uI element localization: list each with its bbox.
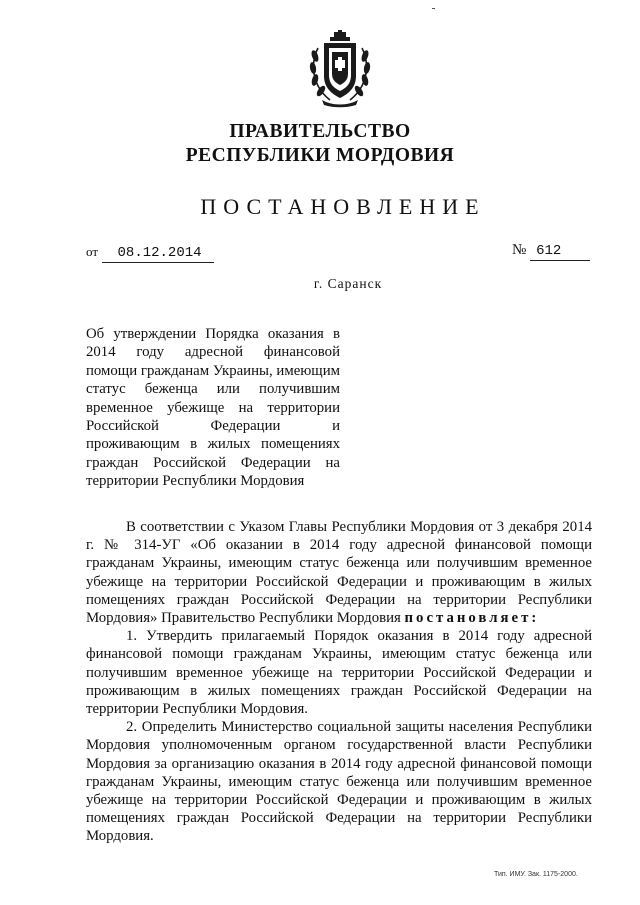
document-subject: Об утверждении Порядка оказания в 2014 году адресной финансовой помощи гражданам Украины, имеющим статус беженца или получившим временное убежище на территории Российской Федерации и проживающим в жилых помещениях граждан Российской Федерации на территории Республики Мордовия [86, 326, 340, 490]
document-type-title: ПОСТАНОВЛЕНИЕ [200, 194, 486, 219]
scan-mark [432, 8, 435, 9]
number-sign: № [512, 242, 527, 258]
coat-of-arms-icon [304, 30, 376, 108]
document-body [86, 518, 592, 846]
government-title-line2: РЕСПУБЛИКИ МОРДОВИЯ [185, 145, 455, 166]
government-title-line1: ПРАВИТЕЛЬСТВО [229, 121, 411, 142]
document-date: 08.12.2014 [102, 245, 214, 263]
document-date-row [86, 244, 214, 263]
print-info: Тип. ИМУ. Зак. 1175-2000. [494, 871, 578, 878]
document-number: 612 [530, 243, 590, 261]
preamble-paragraph [86, 518, 592, 627]
city-line: г. Саранск [313, 276, 383, 291]
preamble-text: В соответствии с Указом Главы Республики Мордовия от 3 декабря 2014 г. № 314-УГ «Об оказании в 2014 году адресной финансовой помощи гражданам Украины, имеющим статус беженца или получившим временное убежище на территории Российской Федерации и проживающим в жилых помещениях граждан Российской Федерации на территории Республики Мордовия» Правительство Республики Мордовия [86, 519, 592, 627]
item-1-paragraph: 1. Утвердить прилагаемый Порядок оказания в 2014 году адресной финансовой помощи гражданам Украины, имеющим статус беженца или получившим временное убежище на территории Российской Федерации и проживающим в жилых помещениях граждан Российской Федерации на территории Республики Мордовия. [86, 628, 592, 718]
item-2-paragraph: 2. Определить Министерство социальной защиты населения Республики Мордовия уполномоченным органом государственной власти Республики Мордовия за организацию оказания в 2014 году адресной финансовой помощи гражданам Украины, имеющим статус беженца или получившим временное убежище на территории Российской Федерации и проживающим в жилых помещениях граждан Российской Федерации на территории Республики Мордовия. [86, 719, 592, 845]
date-prefix: от [86, 244, 99, 259]
document-number-row [512, 242, 590, 261]
decree-word: постановляет: [404, 610, 540, 627]
